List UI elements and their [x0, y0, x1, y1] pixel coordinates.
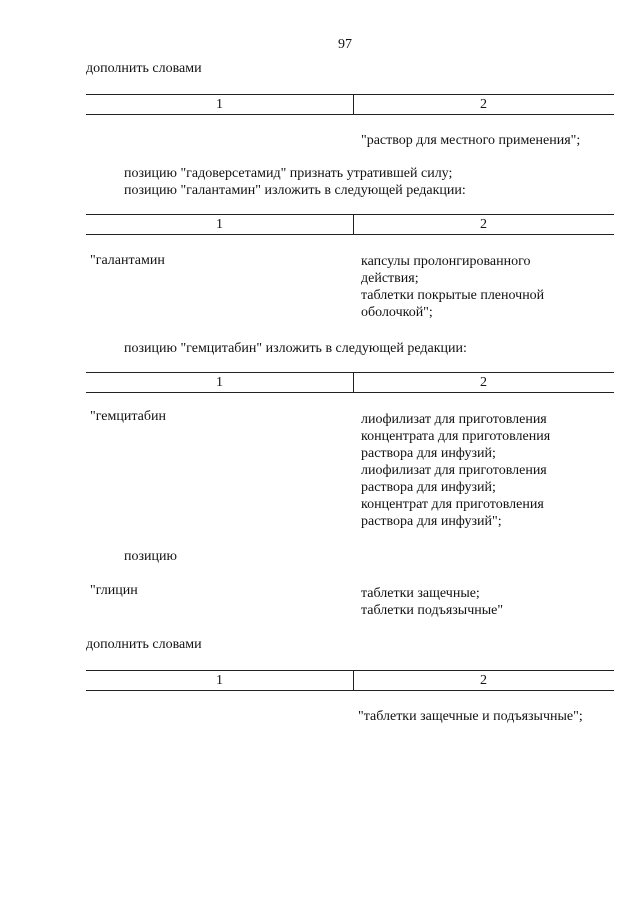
- table-header-rule-top: [86, 372, 614, 373]
- dosage-form-line: капсулы пролонгированного: [361, 254, 531, 269]
- column-header-1: 1: [216, 217, 223, 232]
- dosage-form-line: оболочкой";: [361, 305, 433, 320]
- dosage-form-line: лиофилизат для приготовления: [361, 463, 547, 478]
- dosage-form-line: лиофилизат для приготовления: [361, 412, 547, 427]
- instruction-line: позицию "гадоверсетамид" признать утратившей силу;: [124, 166, 453, 181]
- column-header-2: 2: [480, 375, 487, 390]
- table-header-rule-top: [86, 214, 614, 215]
- dosage-form-line: таблетки покрытые пленочной: [361, 288, 545, 303]
- column-header-2: 2: [480, 97, 487, 112]
- instruction-line: позицию "гемцитабин" изложить в следующей редакции:: [124, 341, 467, 356]
- drug-name: "галантамин: [90, 253, 165, 268]
- dosage-form-line: концентрат для приготовления: [361, 497, 544, 512]
- dosage-form-line: таблетки защечные;: [361, 586, 480, 601]
- dosage-forms-list: [361, 411, 550, 530]
- table-header-rule-bottom: [86, 114, 614, 115]
- column-header-1: 1: [216, 97, 223, 112]
- dosage-forms-list: [361, 585, 503, 619]
- drug-name: "гемцитабин: [90, 409, 166, 424]
- instruction-line: позицию "галантамин" изложить в следующей редакции:: [124, 183, 466, 198]
- column-header-1: 1: [216, 375, 223, 390]
- dosage-form-text: "раствор для местного применения";: [361, 133, 581, 148]
- instruction-add-words: дополнить словами: [86, 637, 202, 652]
- drug-name: "глицин: [90, 583, 138, 598]
- instruction-line: позицию: [124, 549, 177, 564]
- column-header-2: 2: [480, 673, 487, 688]
- dosage-form-line: концентрата для приготовления: [361, 429, 551, 444]
- instruction-add-words: дополнить словами: [86, 61, 202, 76]
- column-header-1: 1: [216, 673, 223, 688]
- dosage-form-line: раствора для инфузий;: [361, 446, 496, 461]
- dosage-form-line: раствора для инфузий";: [361, 514, 502, 529]
- table-header-rule-top: [86, 670, 614, 671]
- column-header-2: 2: [480, 217, 487, 232]
- dosage-form-line: раствора для инфузий;: [361, 480, 496, 495]
- dosage-form-line: действия;: [361, 271, 419, 286]
- table-header-rule-bottom: [86, 690, 614, 691]
- table-header-rule-bottom: [86, 234, 614, 235]
- dosage-forms-list: [361, 253, 544, 321]
- table-header-rule-top: [86, 94, 614, 95]
- table-header-rule-bottom: [86, 392, 614, 393]
- page-number: 97: [338, 37, 352, 52]
- dosage-form-line: таблетки подъязычные": [361, 603, 504, 618]
- dosage-form-text: "таблетки защечные и подъязычные";: [358, 709, 583, 724]
